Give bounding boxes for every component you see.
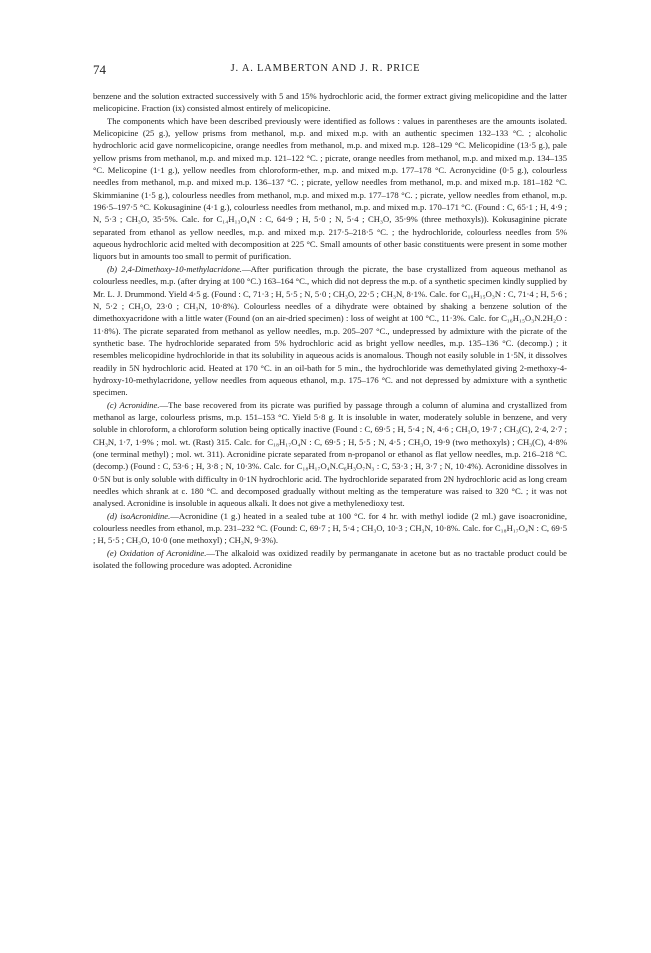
paragraph-text: —The base recovered from its picrate was purified by passage through a column of alumina and crystallized from methanol as large, colourless prisms, m.p. 151–153 °C. Yield 5·8 g. It is insoluble in water, moderately soluble in benzene, and very soluble in chloroform, a chloroform solution being optically inactive (Found : C, 69·5 ; H, 5·4 ; N, 4·6 ; CH₃O, 19·7 ; CH₃(C), 2·4, 2·7 ; CH₃N, 1·7, 1·9% ; mol. wt. (Rast) 315. Calc. for C₁₈H₁₇O₄N : C, 69·5 ; H, 5·5 ; N, 4·5 ; CH₃O, 19·9 (two methoxyls) ; CH₃(C), 4·8% (one terminal methyl) ; mol. wt. 311). Acronidine picrate separated from n-propanol or ethanol as flat yellow needles, m.p. 216–218 °C. (decomp.) (Found : C, 53·6 ; H, 3·8 ; N, 10·3%. Calc. for C₁₈H₁₇O₄N.C₆H₃O₇N₃ : C, 53·3 ; H, 3·7 ; N, 10·4%). Acronidine dissolves in 0·5N but is only soluble with difficulty in 0·1N hydrochloric acid. The hydrochloride separated from 2N hydrochloric acid as long cream needles which shrank at c. 180 °C. and decomposed gradually without melting as the temperature was raised to 320 °C. ; it was not analysed. Acronidine is insoluble in aqueous alkali. It does not give a methylenedioxy test.	[93, 399, 567, 509]
running-title: J. A. LAMBERTON AND J. R. PRICE	[230, 63, 421, 74]
paragraph-acronidine	[93, 399, 567, 510]
body-text	[93, 90, 567, 571]
paragraph-text: benzene and the solution extracted successively with 5 and 15% hydrochloric acid, the former extract giving melicopidine and the latter melicopicine. Fraction (ix) consisted almost entirely of melicopicine.	[93, 91, 567, 114]
page-number: 74	[93, 62, 106, 77]
paragraph-isoacronidine	[93, 510, 567, 547]
paragraph-components	[93, 115, 567, 263]
page-header	[93, 62, 558, 82]
paragraph-text: —After purification through the picrate, the base crystallized from aqueous methanol as colourless needles, m.p. (after drying at 100 °C.) 163–164 °C., which did not depress the m.p. of a synthetic specimen kindly supplied by Mr. L. J. Drummond. Yield 4·5 g. (Found : C, 71·3 ; H, 5·5 ; N, 5·0 ; CH₃O, 22·5 ; CH₃N, 8·1%. Calc. for C₁₆H₁₅O₃N : C, 71·4 ; H, 5·6 ; N, 5·2 ; CH₃O, 23·0 ; CH₃N, 10·8%). Colourless needles of a dihydrate were obtained by shaking a benzene solution of the dimethoxyacridone with a little water (Found (on an air-dried specimen) : loss of weight at 100 °C., 11·3%. Calc. for C₁₆H₁₅O₃N.2H₂O : 11·8%). The picrate separated from methanol as yellow needles, m.p. 205–207 °C., undepressed by admixture with the picrate of the synthetic base. The hydrochloride separated from 5% hydrochloric acid as bright yellow needles, m.p. 135–136 °C. (decomp.) ; it resembles melicopidine hydrochloride in that its solubility in aqueous acids is anomalous. Though not easily soluble in 1·5N, it dissolves readily in 5N hydrochloric acid. Heated at 170 °C. in an oil-bath for 5 min., the hydrochloride was demethylated giving 2-methoxy-4-hydroxy-10-methylacridone, yellow needles from aqueous ethanol, m.p. 175–176 °C. and not depressed by admixture with a synthetic specimen.	[93, 263, 567, 398]
paragraph-heading: (e) Oxidation of Acronidine.	[107, 547, 207, 558]
paragraph-heading: (b) 2,4-Dimethoxy-10-methylacridone.	[107, 263, 242, 274]
paragraph-text: —Acronidine (1 g.) heated in a sealed tube at 100 °C. for 4 hr. with methyl iodide (2 ml.) gave isoacronidine, colourless needles from ethanol, m.p. 231–232 °C. (Found: C, 69·7 ; H, 5·4 ; CH₃O, 10·3 ; CH₃N, 10·8%. Calc. for C₁₈H₁₇O₄N : C, 69·5 ; H, 5·5 ; CH₃O, 10·0 (one methoxyl) ; CH₃N, 9·3%).	[93, 510, 567, 546]
paragraph-oxidation	[93, 547, 567, 572]
paragraph-text: —The alkaloid was oxidized readily by permanganate in acetone but as no tractable product could be isolated the following procedure was adopted. Acronidine	[93, 547, 567, 571]
paragraph-heading: (d) isoAcronidine.	[107, 510, 171, 521]
paragraph-text: The components which have been described previously were identified as follows : values in parentheses are the amounts isolated. Melicopicine (25 g.), yellow prisms from methanol, m.p. and mixed m.p. with an authentic specimen 132–133 °C. ; alcoholic hydrochloric acid gave normelicopicine, orange needles from methanol, m.p. and mixed m.p. 128–129 °C. Melicopidine (13·5 g.), pale yellow prisms from methanol, m.p. and mixed m.p. 121–122 °C. ; picrate, orange needles from methanol, m.p. and mixed m.p. 134–135 °C. Melicopine (1·1 g.), yellow needles from chloroform-ether, m.p. and mixed m.p. 177–178 °C. Acronycidine (0·5 g.), colourless needles from methanol, m.p. and mixed m.p. 136–137 °C. ; picrate, yellow needles from methanol, m.p. and mixed m.p. 181–182 °C. Skimmianine (1·5 g.), colourless needles from methanol, m.p. and mixed m.p. 177–178 °C. ; picrate, yellow needles from ethanol, m.p. 196·5–197·5 °C. Kokusaginine (4·1 g.), colourless needles from methanol, m.p. and mixed m.p. 170–171 °C. (Found : C, 65·1 ; H, 4·9 ; N, 5·3 ; CH₃O, 35·5%. Calc. for C₁₄H₁₃O₄N : C, 64·9 ; H, 5·0 ; N, 5·4 ; CH₃O, 35·9% (three methoxyls)). Kokusaginine picrate separated from ethanol as yellow needles, m.p. and mixed m.p. 217·5–218·5 °C. ; the hydrochloride, colourless needles from 5% aqueous hydrochloric acid melted with decomposition at 225 °C. Small amounts of other basic constituents were present in some mother liquors but in amounts too small to permit of purification.	[93, 115, 567, 262]
paragraph-heading: (c) Acronidine.	[107, 399, 160, 410]
paragraph-dimethoxy-methylacridone	[93, 263, 567, 399]
paragraph-continuation	[93, 90, 567, 115]
